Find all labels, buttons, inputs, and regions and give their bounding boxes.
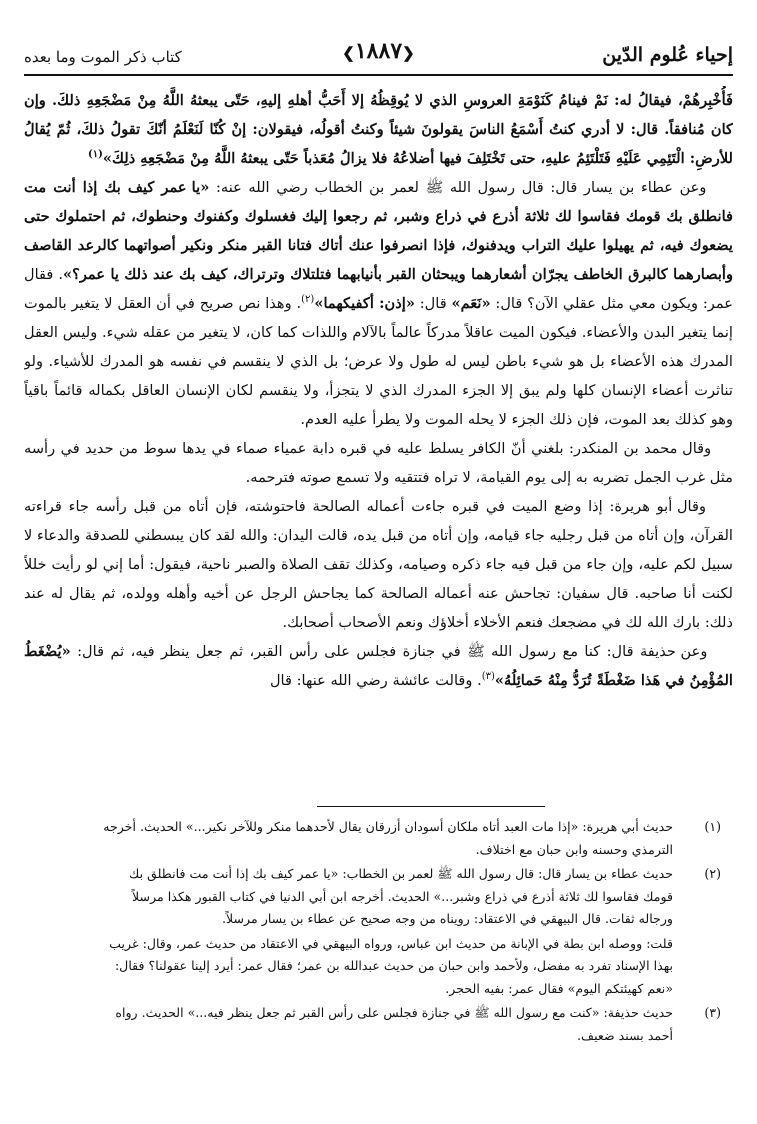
paragraph-5-continuation: . وقالت عائشة رضي الله عنها: قال xyxy=(269,672,482,689)
paragraph-5 xyxy=(24,637,733,695)
paragraph-1 xyxy=(24,86,733,173)
paragraph-1-text: فَأُخْبِرهُمْ، فيقالُ له: نَمْ فينامُ كَنَوْمَةِ العروسِ الذي لا يُوقِظُهُ إلا أَحَبُّ أهلهِ إليهِ، حَتّى يبعثهُ اللَّهُ مِنْ مَضْجَعِهِ ذلكَ. وإن كان مُنافقاً. قال: لا أدري كنتُ أَسْمَعُ الناسَ يقولونَ شيئاً وكنتُ أقولُه، فيقولان: إنْ كُنّا لَنَعْلَمُ أنّكَ تقولُ ذلكَ، ثُمّ يُقالُ للأرضِ: الْتَئِمِي عَلَيْهِ فَتَلْتَئِمُ عليهِ، حتى تَخْتَلِفَ فيها أضلاعُهُ فلا يزالُ مُعَذباً حَتّى يبعثهُ اللَّهُ مِنْ مَضْجَعِهِ ذلِكَ» xyxy=(24,92,733,167)
footnote-line: حديث عطاء بن يسار قال: قال رسول الله ﷺ لعمر بن الخطاب: «يا عمر كيف بك إذا أنت مت فانطلق بك xyxy=(129,866,673,881)
footnotes xyxy=(24,816,733,1116)
footnote-note-line: «نعم كهيئتكم اليوم» فقال عمر: بفيه الحجر. xyxy=(445,980,673,996)
paragraph-5-hadith: «يُضْغَطُ المُؤْمِنُ في هَذا ضَغْطَةً تُرَدُّ مِنْهُ حَمائِلُهُ» xyxy=(24,643,733,689)
footnote-2 xyxy=(24,863,733,931)
paragraph-2-intro: وعن عطاء بن يسار قال: قال رسول الله ﷺ لعمر بن الخطاب رضي الله عنه: xyxy=(209,179,707,196)
footnote-note-line: قلت: ووصله ابن بطة في الإبانة من حديث ابن عباس، ورواه البيهقي في الاعتقاد من حديث عمر، وقال: غريب xyxy=(109,935,673,951)
footnote-line: ورجاله ثقات. قال البيهقي في الاعتقاد: رويناه من وجه صحيح عن عطاء بن يسار مرسلاً. xyxy=(221,911,673,926)
footnote-note-line: بهذا الإسناد تفرد به مفضل، ولأحمد وابن حبان من حديث عبدالله بن عمر؛ فقال عمر: أيرد إلينا عقولنا؟ فقال: xyxy=(114,958,673,973)
paragraph-2-hadith: «يا عمر كيف بك إذا أنت مت فانطلق بك قومك فقاسوا لك ثلاثة أذرع في ذراع وشبر، ثم رجعوا إليك فغسلوك وكفنوك وحنطوك، ثم احتملوك حتى يضعوك فيه، ثم يهيلوا عليك التراب ويدفنوك، فإذا انصرفوا عنك أتاك فتانا القبر منكر ونكير أصواتهما كالرعد القاصف وأبصارهما كالبرق الخاطف يجرّان أشعارهما ويبحثان القبر بأنيابهما فتلتلاك وترتراك، كيف بك عند ذلك يا عمر؟» xyxy=(24,179,733,283)
footnote-number: (٣) xyxy=(704,1005,721,1020)
paragraph-5-intro: وعن حذيفة قال: كنا مع رسول الله ﷺ في جنازة فجلس على رأس القبر، ثم جعل ينظر فيه، ثم قال: xyxy=(70,643,708,660)
paragraph-2-ikfikahuma: «إذن: أكفيكهما» xyxy=(314,295,415,312)
footnote-line: الترمذي وحسنه وابن حبان مع اختلاف. xyxy=(475,841,673,857)
footnote-1 xyxy=(24,816,733,861)
paragraph-4-text: وقال أبو هريرة: إذا وضع الميت في قبره جاءت أعماله الصالحة فاحتوشته، فإن أتاه من قبل رأسه جاء قراءته القرآن، وإن أتاه من قبل رجليه جاء قيامه، وإن أتاه من قبل يده، قالت اليدان: والله لقد كان يبسطني للصدقة والدعاء لا سبيل لكم عليه، وإن جاء من قبل فيه جاء ذكره وصيامه، وكذلك تقف الصلاة والصبر ناحية، فيقول: أما إني لو رأيت خللاً لكنت أنا صاحبه. قال سفيان: تجاحش عنه أعماله الصالحة كما يجاحش الرجل عن أخيه وأهله وولده، ثم يقال له عند ذلك: بارك الله لك في مضجعك فنعم الأخلاء أخلاؤك ونعم الأصحاب أصحابك. xyxy=(24,498,733,631)
paragraph-3-text: وقال محمد بن المنكدر: بلغني أنّ الكافر يسلط عليه في قبره دابة عمياء صماء في يدها سوط من حديد في رأسه مثل غرب الجمل تضربه به إلى يوم القيامة، لا تراه فتتقيه ولا تسمع صوته فترحمه. xyxy=(24,440,733,486)
footnote-number: (٢) xyxy=(704,866,721,881)
chapter-title: كتاب ذكر الموت وما بعده xyxy=(24,48,182,66)
page-header xyxy=(24,36,733,72)
paragraph-4 xyxy=(24,492,733,637)
footnote-number: (١) xyxy=(704,819,721,834)
footnote-line: حديث حذيفة: «كنت مع رسول الله ﷺ في جنازة فجلس على رأس القبر ثم جعل ينظر فيه...» الحديث. رواه xyxy=(115,1005,673,1020)
footnote-2-note xyxy=(24,933,733,1001)
footnote-divider xyxy=(317,806,545,807)
footnote-3 xyxy=(24,1002,733,1047)
paragraph-2-commentary: . وهذا نص صريح في أن العقل لا يتغير بالموت إنما يتغير البدن والأعضاء. فيكون الميت عاقلاً مدركاً عالماً بالآلام واللذات كما كان، لا يتغير من عقله شيء. وليس العقل المدرك هذه الأعضاء بل هو شيء باطن ليس له طول ولا عرض؛ بل الذي لا ينقسم في نفسه هو المدرك للأشياء. ولو تناثرت أعضاء الإنسان كلها ولم يبق إلا الجزء المدرك الذي لا يتجزأ، ولا ينقسم لكان الإنسان العاقل بكماله قائماً باقياً وهو كذلك بعد الموت، فإن ذلك الجزء لا يحله الموت ولا يطرأ عليه العدم. xyxy=(24,295,733,428)
footnote-line: قومك فقاسوا لك ثلاثة أذرع في ذراع وشبر...» الحديث. أخرجه ابن أبي الدنيا في كتاب القبور هكذا مرسلاً xyxy=(132,888,673,904)
ornament-right-icon: ❯ xyxy=(402,44,415,62)
main-text xyxy=(24,86,733,762)
book-title: إحياء عُلوم الدّين xyxy=(602,44,733,66)
paragraph-2-qal: قال: xyxy=(414,295,452,312)
ornament-left-icon: ❮ xyxy=(342,44,355,62)
page-number: ١٨٨٧ xyxy=(354,38,403,64)
paragraph-3 xyxy=(24,434,733,492)
footnote-line: حديث أبي هريرة: «إذا مات العبد أتاه ملكان أسودان أزرقان يقال لأحدهما منكر وللآخر نكير...» الحديث. أخرجه xyxy=(103,819,673,834)
paragraph-2-omar-reply: . فقال عمر: ويكون معي مثل عقلي الآن؟ قال: xyxy=(24,266,733,312)
footnote-line: أحمد بسند ضعيف. xyxy=(577,1027,673,1043)
paragraph-2 xyxy=(24,173,733,434)
page-number-block xyxy=(342,38,414,64)
footnote-ref-1: (١) xyxy=(88,149,103,161)
footnote-ref-3: (٣) xyxy=(481,671,495,683)
footnote-ref-2: (٢) xyxy=(301,294,315,306)
paragraph-2-naam: «نَعَم» xyxy=(451,295,491,312)
header-divider xyxy=(24,74,733,76)
